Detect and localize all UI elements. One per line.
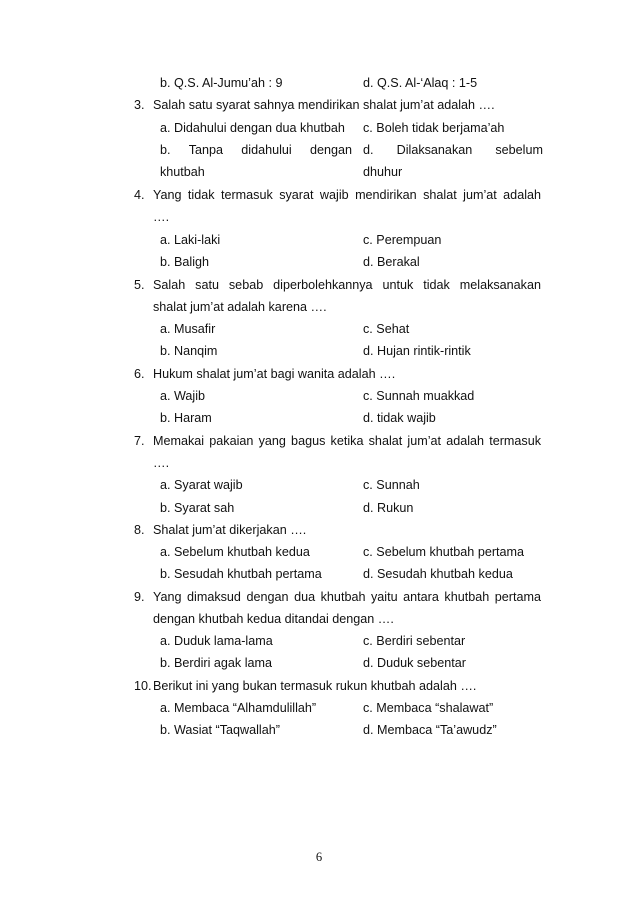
option-b: b. Haram — [160, 411, 212, 425]
option-a: a. Duduk lama-lama — [160, 634, 273, 648]
option-b: b. Berdiri agak lama — [160, 656, 272, 670]
option-b: b. Q.S. Al-Jumu’ah : 9 — [160, 76, 283, 90]
option-a: a. Musafir — [160, 322, 216, 336]
question-text: Shalat jum’at dikerjakan …. — [153, 523, 307, 537]
option-d: d. Membaca “Ta’awudz” — [363, 723, 497, 737]
option-d: d. Dilaksanakan sebelum — [363, 143, 543, 157]
option-d-continued: dhuhur — [363, 165, 403, 179]
option-b: b. Tanpa didahului dengan — [160, 143, 352, 157]
option-b: b. Wasiat “Taqwallah” — [160, 723, 280, 737]
option-d: d. Duduk sebentar — [363, 656, 466, 670]
option-c: c. Sunnah — [363, 478, 420, 492]
page-number: 6 — [315, 850, 323, 864]
option-d: d. Rukun — [363, 501, 414, 515]
option-a: a. Syarat wajib — [160, 478, 243, 492]
option-d: d. tidak wajib — [363, 411, 436, 425]
option-a: a. Didahului dengan dua khutbah — [160, 121, 345, 135]
option-c: c. Berdiri sebentar — [363, 634, 466, 648]
option-c: c. Membaca “shalawat” — [363, 701, 494, 715]
question-text: Yang tidak termasuk syarat wajib mendirikan shalat jum’at adalah — [153, 188, 541, 202]
option-c: c. Sunnah muakkad — [363, 389, 475, 403]
question-text: Hukum shalat jum’at bagi wanita adalah …. — [153, 367, 396, 381]
question-text: Salah satu syarat sahnya mendirikan shalat jum’at adalah …. — [153, 98, 495, 112]
option-c: c. Boleh tidak berjama’ah — [363, 121, 505, 135]
option-a: a. Laki-laki — [160, 233, 221, 247]
question-text-continued: …. — [153, 456, 170, 470]
option-d: d. Sesudah khutbah kedua — [363, 567, 513, 581]
question-text: Berikut ini yang bukan termasuk rukun khutbah adalah …. — [153, 679, 477, 693]
question-number: 7. — [134, 434, 145, 448]
question-text-continued: shalat jum’at adalah karena …. — [153, 300, 327, 314]
option-a: a. Membaca “Alhamdulillah” — [160, 701, 317, 715]
option-a: a. Wajib — [160, 389, 206, 403]
option-b-continued: khutbah — [160, 165, 205, 179]
question-text: Salah satu sebab diperbolehkannya untuk tidak melaksanakan — [153, 278, 541, 292]
option-c: c. Sebelum khutbah pertama — [363, 545, 525, 559]
option-b: b. Baligh — [160, 255, 210, 269]
option-d: d. Hujan rintik-rintik — [363, 344, 471, 358]
question-text-continued: dengan khutbah kedua ditandai dengan …. — [153, 612, 394, 626]
question-text: Memakai pakaian yang bagus ketika shalat jum’at adalah termasuk — [153, 434, 541, 448]
question-number: 8. — [134, 523, 145, 537]
question-text-continued: …. — [153, 210, 170, 224]
option-b: b. Syarat sah — [160, 501, 235, 515]
option-b: b. Nanqim — [160, 344, 218, 358]
question-text: Yang dimaksud dengan dua khutbah yaitu antara khutbah pertama — [153, 590, 541, 604]
option-a: a. Sebelum khutbah kedua — [160, 545, 310, 559]
option-b: b. Sesudah khutbah pertama — [160, 567, 322, 581]
question-number: 3. — [134, 98, 145, 112]
question-number: 10. — [134, 679, 152, 693]
question-number: 4. — [134, 188, 145, 202]
option-c: c. Sehat — [363, 322, 410, 336]
question-number: 6. — [134, 367, 145, 381]
option-c: c. Perempuan — [363, 233, 442, 247]
question-number: 5. — [134, 278, 145, 292]
option-d: d. Berakal — [363, 255, 420, 269]
question-number: 9. — [134, 590, 145, 604]
option-d: d. Q.S. Al-‘Alaq : 1-5 — [363, 76, 478, 90]
